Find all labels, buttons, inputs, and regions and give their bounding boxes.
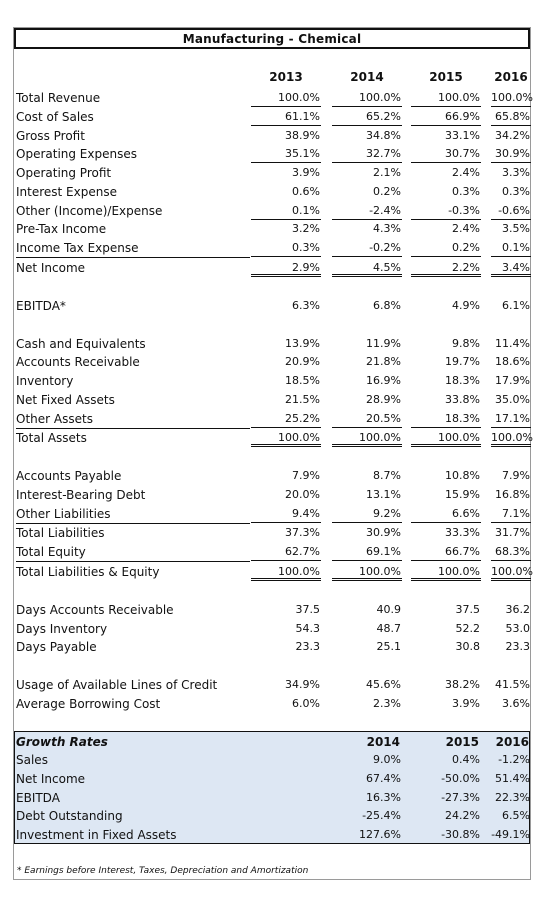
table-cell: 25.1	[376, 640, 401, 653]
table-cell: -0.3%	[411, 202, 481, 220]
table-cell: 4.5%	[332, 259, 402, 277]
row-label: Sales	[16, 753, 48, 767]
table-cell: 21.8%	[366, 355, 401, 368]
table-cell: 100.0%	[491, 429, 531, 447]
table-cell: 38.9%	[285, 129, 320, 142]
row-label: Accounts Payable	[16, 469, 122, 483]
row-label: Interest Expense	[16, 185, 117, 199]
table-cell: 100.0%	[251, 429, 321, 447]
year-header: 2013	[269, 70, 303, 84]
table-row	[14, 127, 530, 145]
growth-header-row	[14, 733, 530, 751]
row-label: Days Accounts Receivable	[16, 603, 174, 617]
row-label: Net Income	[16, 772, 86, 786]
table-cell: 0.3%	[251, 239, 321, 257]
row-label: Total Liabilities & Equity	[16, 565, 160, 579]
table-cell: 4.3%	[373, 222, 401, 235]
row-label: EBITDA	[16, 791, 60, 805]
table-cell: 18.5%	[285, 374, 320, 387]
table-row	[14, 391, 530, 409]
row-label: Other (Income)/Expense	[16, 204, 163, 218]
table-cell: 0.2%	[411, 239, 481, 257]
table-row	[14, 108, 530, 126]
table-cell: 33.1%	[445, 129, 480, 142]
table-cell: 65.8%	[491, 108, 531, 126]
table-cell: 40.9	[376, 603, 401, 616]
table-cell: 30.9%	[491, 145, 531, 163]
table-cell: 37.5	[295, 603, 320, 616]
row-label: Days Inventory	[16, 622, 108, 636]
table-row	[14, 751, 530, 769]
table-cell: 9.2%	[332, 505, 402, 523]
table-cell: 0.1%	[491, 239, 531, 257]
table-cell: 11.4%	[495, 337, 530, 350]
table-cell: 30.7%	[411, 145, 481, 163]
table-cell: 67.4%	[366, 772, 401, 785]
row-label: Net Income	[16, 261, 86, 275]
growth-rates-section	[14, 731, 530, 844]
table-cell: 16.8%	[495, 488, 530, 501]
table-cell: 69.1%	[332, 543, 402, 561]
table-row	[14, 335, 530, 353]
table-cell: 18.6%	[495, 355, 530, 368]
table-cell: 6.1%	[502, 299, 530, 312]
table-cell: 25.2%	[251, 410, 321, 428]
table-row	[14, 486, 530, 504]
table-cell: 100.0%	[411, 89, 481, 107]
row-label: Total Equity	[16, 543, 250, 562]
table-cell: 0.1%	[251, 202, 321, 220]
table-cell: 66.7%	[411, 543, 481, 561]
table-cell: 28.9%	[366, 393, 401, 406]
table-cell: -2.4%	[332, 202, 402, 220]
row-label: Total Revenue	[16, 91, 101, 105]
row-label: Other Assets	[16, 410, 250, 429]
year-header: 2014	[350, 70, 384, 84]
table-cell: 61.1%	[251, 108, 321, 126]
table-cell: 33.3%	[445, 526, 480, 539]
table-row	[14, 524, 530, 542]
row-label: Other Liabilities	[16, 505, 250, 524]
table-cell: 10.8%	[445, 469, 480, 482]
table-row	[14, 183, 530, 201]
year-header: 2016	[494, 70, 528, 84]
table-cell: -0.6%	[491, 202, 531, 220]
table-cell: 35.1%	[251, 145, 321, 163]
table-row	[14, 89, 533, 107]
year-header: 2014	[366, 735, 400, 749]
table-cell: 0.3%	[502, 185, 530, 198]
table-cell: 2.3%	[373, 697, 401, 710]
table-cell: -25.4%	[362, 809, 401, 822]
table-cell: -30.8%	[441, 828, 480, 841]
table-cell: 54.3	[295, 622, 320, 635]
table-cell: 100.0%	[332, 89, 402, 107]
table-cell: 45.6%	[366, 678, 401, 691]
table-cell: 6.0%	[292, 697, 320, 710]
table-cell: 0.2%	[373, 185, 401, 198]
table-row	[14, 410, 530, 428]
table-cell: 18.3%	[411, 410, 481, 428]
row-label: Investment in Fixed Assets	[16, 828, 177, 842]
table-cell: 37.5	[455, 603, 480, 616]
table-cell: 3.4%	[491, 259, 531, 277]
table-cell: 17.1%	[491, 410, 531, 428]
table-cell: 100.0%	[411, 429, 481, 447]
table-cell: 0.3%	[452, 185, 480, 198]
table-cell: 53.0	[505, 622, 530, 635]
table-cell: 15.9%	[445, 488, 480, 501]
row-label: Operating Profit	[16, 166, 112, 180]
table-row	[14, 807, 530, 825]
table-row	[14, 239, 530, 257]
row-label: Gross Profit	[16, 129, 85, 143]
table-cell: 3.6%	[502, 697, 530, 710]
table-cell: 34.8%	[366, 129, 401, 142]
table-cell: 34.2%	[495, 129, 530, 142]
row-label: Total Assets	[16, 431, 87, 445]
table-cell: 6.5%	[502, 809, 530, 822]
table-cell: 0.6%	[292, 185, 320, 198]
row-label: Inventory	[16, 374, 74, 388]
table-cell: 52.2	[455, 622, 480, 635]
table-row	[14, 372, 530, 390]
year-header: 2015	[445, 735, 479, 749]
table-row	[14, 770, 530, 788]
table-cell: 0.4%	[452, 753, 480, 766]
year-header: 2015	[429, 70, 463, 84]
table-cell: 6.6%	[411, 505, 481, 523]
year-header: 2016	[495, 735, 529, 749]
table-cell: 6.3%	[292, 299, 320, 312]
table-row	[14, 826, 530, 844]
table-cell: 30.9%	[366, 526, 401, 539]
table-row	[14, 145, 530, 163]
table-cell: 2.4%	[452, 222, 480, 235]
table-row	[14, 620, 530, 638]
table-cell: 20.0%	[285, 488, 320, 501]
table-row	[14, 543, 530, 561]
year-header-row	[14, 68, 530, 86]
table-cell: -27.3%	[441, 791, 480, 804]
row-label: Cost of Sales	[16, 110, 94, 124]
table-cell: 11.9%	[366, 337, 401, 350]
table-cell: 13.9%	[285, 337, 320, 350]
table-cell: 127.6%	[359, 828, 401, 841]
table-row	[14, 259, 530, 277]
table-cell: 9.8%	[452, 337, 480, 350]
table-cell: 20.5%	[332, 410, 402, 428]
table-cell: 33.8%	[445, 393, 480, 406]
table-cell: 7.1%	[491, 505, 531, 523]
table-row	[14, 429, 533, 447]
table-cell: 16.9%	[366, 374, 401, 387]
table-cell: 2.2%	[411, 259, 481, 277]
row-label: Cash and Equivalents	[16, 337, 146, 351]
table-cell: 38.2%	[445, 678, 480, 691]
table-cell: 21.5%	[285, 393, 320, 406]
table-row	[14, 467, 530, 485]
table-cell: 31.7%	[495, 526, 530, 539]
table-row	[14, 353, 530, 371]
table-cell: 100.0%	[332, 563, 402, 581]
table-cell: 3.5%	[502, 222, 530, 235]
table-cell: 41.5%	[495, 678, 530, 691]
table-row	[14, 220, 530, 238]
table-cell: 7.9%	[292, 469, 320, 482]
table-cell: 68.3%	[491, 543, 531, 561]
table-cell: 3.9%	[452, 697, 480, 710]
table-cell: 8.7%	[373, 469, 401, 482]
table-row	[14, 505, 530, 523]
title-box	[14, 28, 530, 49]
table-cell: 24.2%	[445, 809, 480, 822]
row-label: Interest-Bearing Debt	[16, 488, 146, 502]
table-cell: -1.2%	[498, 753, 530, 766]
table-cell: 36.2	[505, 603, 530, 616]
table-cell: 4.9%	[452, 299, 480, 312]
table-row	[14, 202, 530, 220]
sheet-title: Manufacturing - Chemical	[182, 31, 362, 46]
row-label: Income Tax Expense	[16, 239, 250, 258]
table-row	[14, 563, 533, 581]
table-row	[14, 695, 530, 713]
table-cell: 2.9%	[251, 259, 321, 277]
row-label: EBITDA*	[16, 299, 66, 313]
table-cell: 37.3%	[285, 526, 320, 539]
table-cell: 62.7%	[251, 543, 321, 561]
table-cell: 13.1%	[366, 488, 401, 501]
table-cell: 19.7%	[445, 355, 480, 368]
table-cell: 35.0%	[495, 393, 530, 406]
table-cell: 100.0%	[251, 89, 321, 107]
table-cell: 3.3%	[502, 166, 530, 179]
table-cell: 9.4%	[251, 505, 321, 523]
row-label: Operating Expenses	[16, 147, 137, 161]
table-cell: 18.3%	[445, 374, 480, 387]
table-cell: 16.3%	[366, 791, 401, 804]
table-cell: 100.0%	[411, 563, 481, 581]
table-cell: 65.2%	[332, 108, 402, 126]
row-label: Debt Outstanding	[16, 809, 123, 823]
table-cell: -49.1%	[491, 828, 530, 841]
table-cell: 17.9%	[495, 374, 530, 387]
table-cell: 30.8	[455, 640, 480, 653]
table-row	[14, 164, 530, 182]
table-cell: 34.9%	[285, 678, 320, 691]
ebitda-row	[14, 297, 530, 315]
table-cell: 100.0%	[251, 563, 321, 581]
table-row	[14, 601, 530, 619]
table-cell: 2.1%	[373, 166, 401, 179]
table-cell: 32.7%	[332, 145, 402, 163]
footnote: * Earnings before Interest, Taxes, Depreciation and Amortization	[17, 866, 309, 876]
table-row	[14, 638, 530, 656]
table-cell: 100.0%	[491, 89, 531, 107]
table-cell: 3.9%	[292, 166, 320, 179]
table-cell: 100.0%	[332, 429, 402, 447]
row-label: Total Liabilities	[16, 526, 105, 540]
table-cell: 2.4%	[452, 166, 480, 179]
row-label: Net Fixed Assets	[16, 393, 115, 407]
row-label: Pre-Tax Income	[16, 222, 107, 236]
table-cell: 48.7	[376, 622, 401, 635]
table-cell: -0.2%	[332, 239, 402, 257]
table-row	[14, 789, 530, 807]
table-cell: 6.8%	[373, 299, 401, 312]
row-label: Usage of Available Lines of Credit	[16, 678, 218, 692]
row-label: Average Borrowing Cost	[16, 697, 161, 711]
table-cell: 100.0%	[491, 563, 531, 581]
financial-ratios-sheet	[13, 27, 531, 880]
table-cell: 66.9%	[411, 108, 481, 126]
table-cell: -50.0%	[441, 772, 480, 785]
table-row	[14, 676, 530, 694]
table-cell: 23.3	[505, 640, 530, 653]
table-cell: 7.9%	[502, 469, 530, 482]
table-cell: 20.9%	[285, 355, 320, 368]
row-label: Accounts Receivable	[16, 355, 140, 369]
growth-title: Growth Rates	[16, 735, 108, 749]
row-label: Days Payable	[16, 640, 97, 654]
table-cell: 22.3%	[495, 791, 530, 804]
table-cell: 9.0%	[373, 753, 401, 766]
table-cell: 23.3	[295, 640, 320, 653]
table-cell: 3.2%	[292, 222, 320, 235]
table-cell: 51.4%	[495, 772, 530, 785]
